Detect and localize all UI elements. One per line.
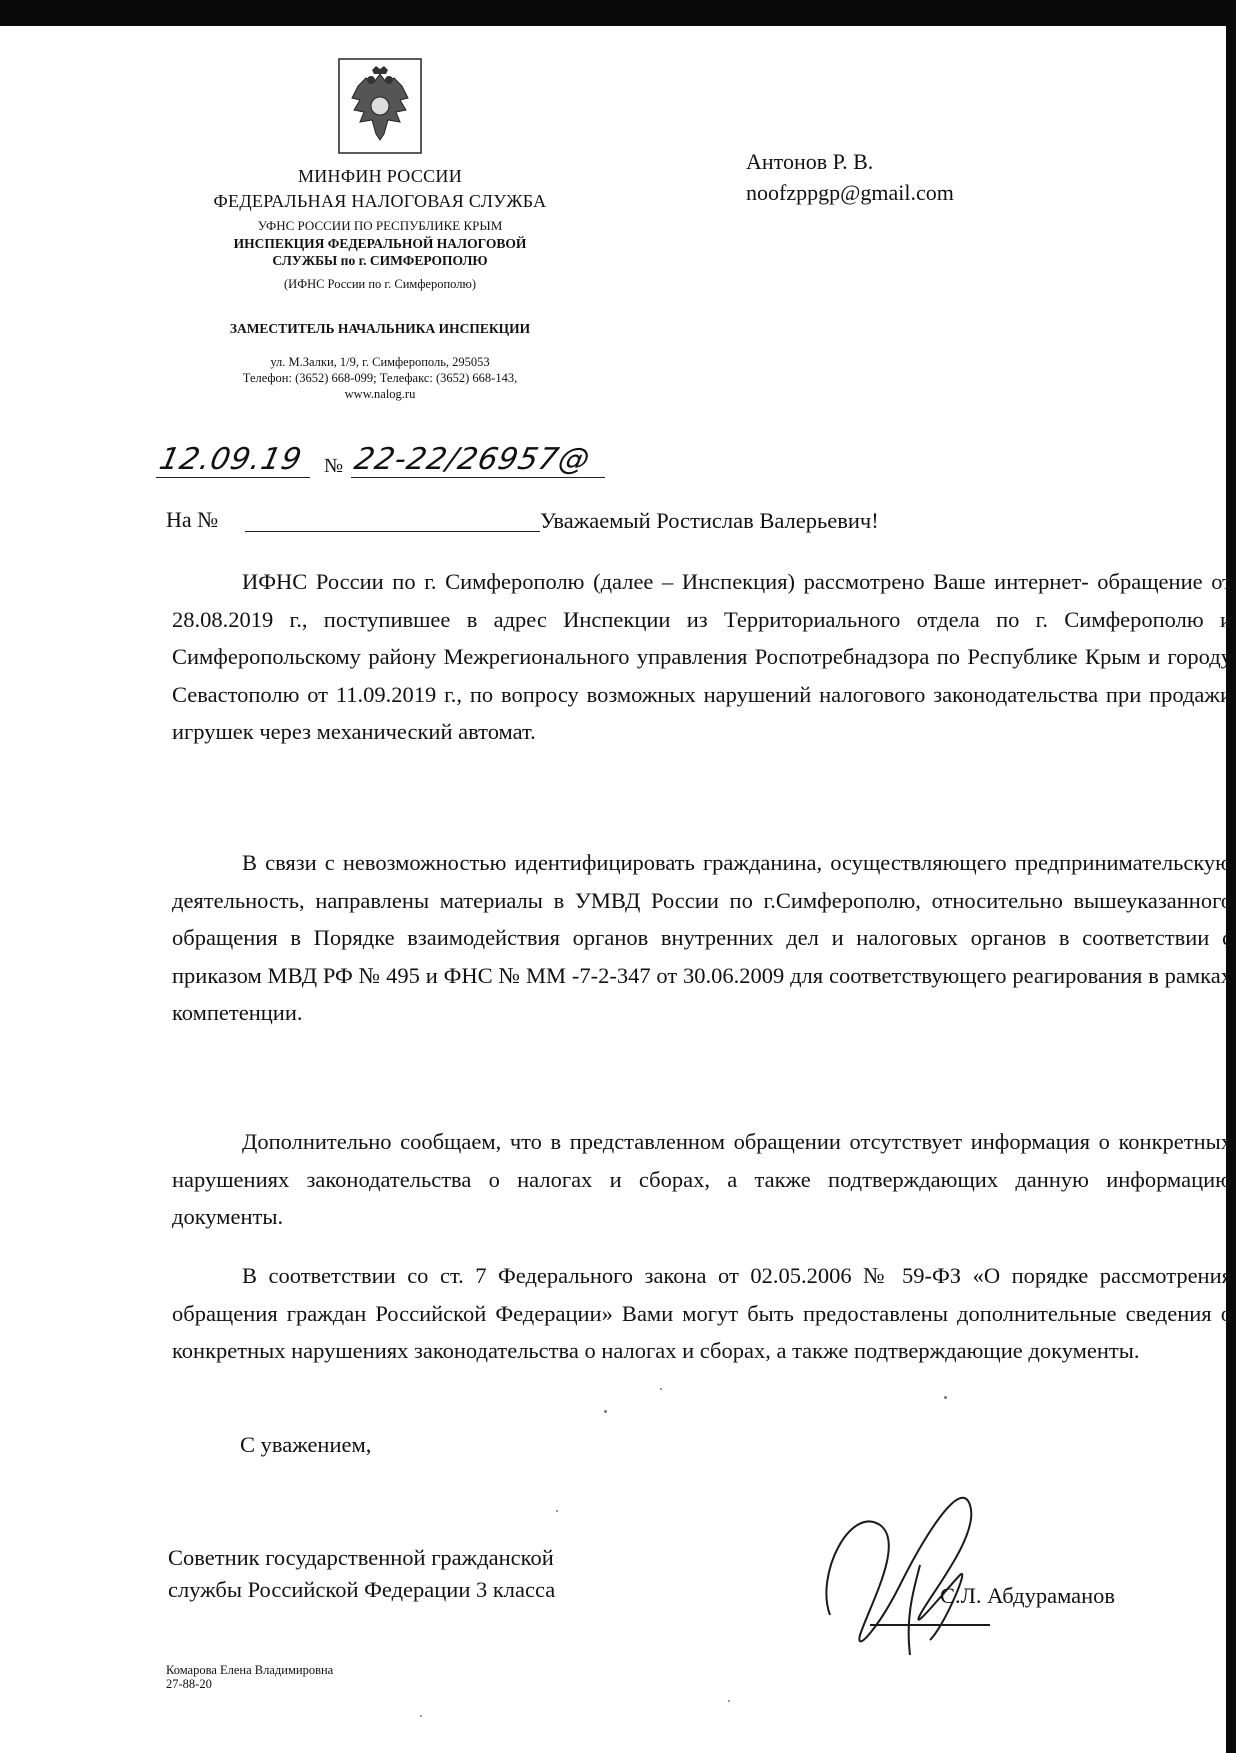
inspection-name-line1: ИНСПЕКЦИЯ ФЕДЕРАЛЬНОЙ НАЛОГОВОЙ [233, 236, 527, 251]
reply-reference-label: На № [166, 507, 219, 532]
recipient-block [746, 146, 954, 208]
ufns-name: УФНС РОССИИ ПО РЕСПУБЛИКЕ КРЫМ [257, 218, 503, 233]
handwritten-signature [810, 1465, 1010, 1665]
scan-noise [944, 1396, 947, 1399]
registration-date-field [156, 442, 310, 478]
address: ул. М.Залки, 1/9, г. Симферополь, 295053 [270, 355, 490, 369]
registration-number: 22-22/26957@ [351, 442, 594, 477]
service-name: ФЕДЕРАЛЬНАЯ НАЛОГОВАЯ СЛУЖБА [213, 191, 547, 211]
scan-noise [556, 1510, 558, 1512]
contact-block [150, 354, 610, 402]
registration-number-field [351, 442, 605, 478]
signatory-position-line1: Советник государственной гражданской [168, 1545, 554, 1570]
ministry-name: МИНФИН РОССИИ [297, 166, 463, 186]
executor-name: Комарова Елена Владимировна [166, 1663, 334, 1677]
website: www.nalog.ru [344, 387, 416, 401]
scan-noise [660, 1388, 662, 1390]
body-paragraph-1: ИФНС России по г. Симферополю (далее – Инспекция) рассмотрено Ваше интернет- обращение от 28.08.2019 г., поступившее в адрес Инспекции из Территориального отдела по г. Симферополю и Симферопольскому району Межрегионального управления Роспотребнадзора по Республике Крым и городу Севастополю от 11.09.2019 г., по вопросу возможных нарушений налогового законодательства при продажи игрушек через механический автомат. [172, 569, 1232, 745]
scan-noise [604, 1410, 607, 1413]
sender-position: ЗАМЕСТИТЕЛЬ НАЧАЛЬНИКА ИНСПЕКЦИИ [229, 321, 531, 336]
phones: Телефон: (3652) 668-099; Телефакс: (3652) 668-143, [242, 371, 518, 385]
closing: С уважением, [240, 1432, 372, 1457]
salutation: Уважаемый Ростислав Валерьевич! [540, 508, 879, 533]
signatory-position [168, 1542, 555, 1606]
scan-top-border [0, 0, 1236, 26]
scan-noise [728, 1700, 730, 1702]
coat-of-arms-icon [338, 58, 422, 154]
signatory-position-line2: службы Российской Федерации 3 класса [168, 1577, 556, 1602]
inspection-name [150, 235, 610, 269]
body-paragraph-2: В связи с невозможностью идентифицировать гражданина, осуществляющего предпринимательскую деятельность, направлены материалы в УМВД России по г.Симферополю, относительно вышеуказанного обращения в Порядке взаимодействия органов внутренних дел и налоговых органов в соответствии с приказом МВД РФ № 495 и ФНС № ММ -7-2-347 от 30.06.2009 для соответствующего реагирования в рамках компетенции. [172, 850, 1232, 1026]
body-paragraph-3: Дополнительно сообщаем, что в представленном обращении отсутствует информация о конкретных нарушениях законодательства о налогах и сборах, а также подтверждающих данную информацию документы. [172, 1129, 1232, 1230]
recipient-email: noofzppgp@gmail.com [746, 180, 954, 205]
signatory-name: С.Л. Абдураманов [940, 1583, 1116, 1608]
reply-reference-line [245, 531, 540, 532]
executor-phone: 27-88-20 [166, 1677, 212, 1691]
executor-block [166, 1663, 333, 1691]
recipient-name: Антонов Р. В. [746, 149, 874, 174]
registration-number-label: № [324, 455, 344, 477]
registration-date: 12.09.19 [156, 442, 306, 477]
body-paragraph-4: В соответствии со ст. 7 Федерального закона от 02.05.2006 № 59-ФЗ «О порядке рассмотрения обращения граждан Российской Федерации» Вами могут быть предоставлены дополнительные сведения о конкретных нарушениях законодательства о налогах и сборах, а также подтверждающие документы. [172, 1263, 1232, 1364]
inspection-name-line2: СЛУЖБЫ по г. СИМФЕРОПОЛЮ [272, 253, 488, 268]
scan-noise [420, 1715, 422, 1717]
registration-line [156, 442, 605, 478]
inspection-short-name: (ИФНС России по г. Симферополю) [284, 277, 476, 291]
